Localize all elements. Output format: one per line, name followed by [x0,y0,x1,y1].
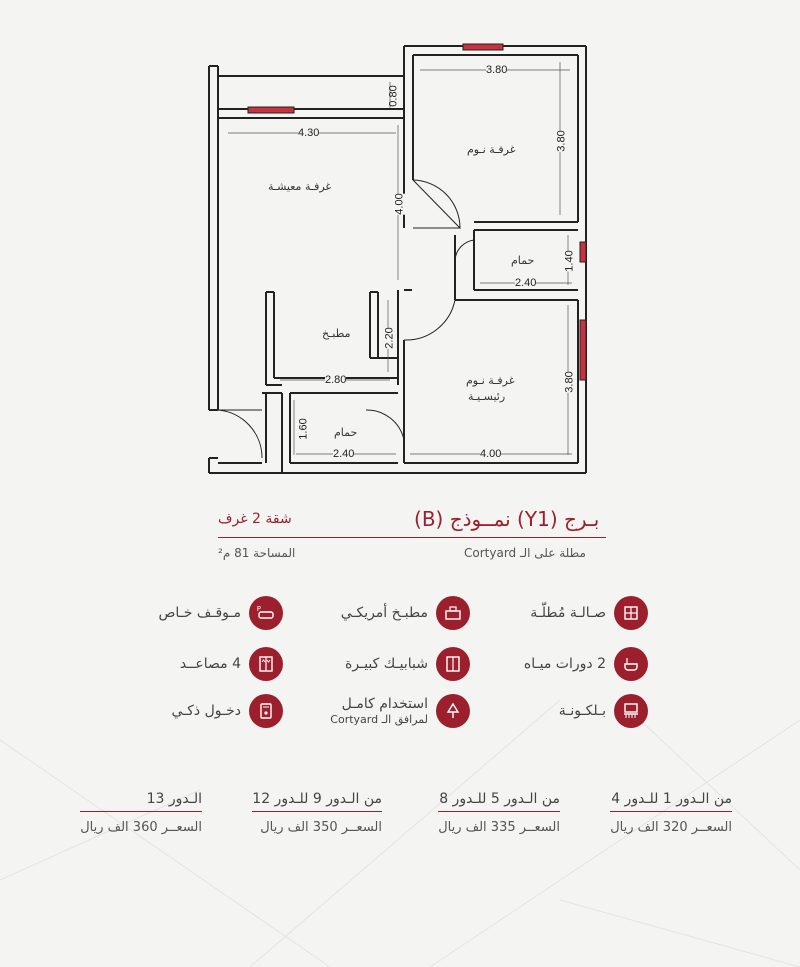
feature-elevators [180,647,283,681]
feature-balcony-label: بـلكـونـة [558,702,606,719]
feature-living-label: صـالـة مُطلّـة [530,604,606,621]
feature-kitchen-label: مطبـخ أمريكـي [340,604,428,621]
floor-tier-3-price: السعــر 350 الف ريال [260,820,382,835]
floor-tier-4-label: الـدور 13 [80,791,202,812]
feature-windows-label: شبابيـك كبيـرة [345,655,428,672]
floor-tier-2-price: السعــر 335 الف ريال [438,820,560,835]
dim-400-vertical: 4.00 [393,193,406,215]
room-living-label: غرفـة معيشـة [268,180,332,193]
dim-160: 1.60 [297,418,310,440]
dim-220: 2.20 [383,327,396,349]
dim-380-top: 3.80 [486,64,508,76]
feature-smart-entry-label: دخـول ذكـي [171,702,241,719]
dim-280: 2.80 [325,374,347,386]
unit-type: شقة 2 غرف [218,511,292,527]
window-icon [436,647,470,681]
area-label: المساحة [253,546,296,560]
feature-elevators-label: 4 مصاعــد [179,655,241,672]
area-text [218,546,295,560]
floor-tier-1-label: من الـدور 1 للـدور 4 [610,791,732,812]
feature-bathrooms-label: 2 دورات ميـاه [523,655,606,672]
floor-tier-1-price: السعــر 320 الف ريال [610,820,732,835]
feature-courtyard-label: استخدام كامـل [341,696,428,712]
parking-icon [249,596,283,630]
area-value: 81 م² [218,546,250,560]
room-bath-bottom-label: حمام [334,426,358,439]
model-title: بـرج (Y1) نمــوذج (B) [414,507,600,531]
svg-text:P: P [256,605,261,613]
dim-380-right: 3.80 [555,130,568,152]
feature-windows [345,647,470,681]
dim-380-right-2: 3.80 [563,371,576,393]
room-bath-top-label: حمام [511,254,535,267]
feature-parking-label: مـوقـف خـاص [158,604,241,621]
floor-tier-1 [610,791,732,835]
floor-tier-4-price: السعــر 360 الف ريال [80,820,202,835]
floor-tier-2 [438,791,560,835]
dim-140: 1.40 [563,250,576,272]
floor-tier-2-label: من الـدور 5 للـدور 8 [438,791,560,812]
floor-tier-3-label: من الـدور 9 للـدور 12 [252,791,382,812]
tree-icon [436,694,470,728]
dim-400-bottom: 4.00 [480,448,502,460]
dim-240-bottom: 2.40 [333,448,355,460]
dim-080: 0.80 [387,85,400,107]
room-kitchen-label: مطبـخ [322,327,351,340]
feature-living [530,596,648,630]
room-master-label-1: غرفـة نـوم [466,374,515,387]
feature-bathrooms [524,647,648,681]
feature-smart-entry [171,694,283,728]
dim-240-top: 2.40 [515,277,537,289]
feature-balcony [559,694,648,728]
bathroom-icon [614,647,648,681]
feature-parking [158,596,283,630]
feature-courtyard [330,694,470,728]
feature-courtyard-text [330,696,428,726]
kitchen-icon [436,596,470,630]
dim-430: 4.30 [298,127,320,139]
elevator-icon [249,647,283,681]
feature-kitchen [341,596,470,630]
living-room-icon [614,596,648,630]
overlooking-text: مطلة على الـ Cortyard [464,546,586,560]
floor-tier-3 [252,791,382,835]
balcony-icon [614,694,648,728]
room-master-label-2: رئيسـيـة [468,390,506,403]
room-bedroom-label: غرفـة نـوم [467,143,516,156]
title-divider [218,537,606,538]
smart-lock-icon [249,694,283,728]
floor-tier-4 [80,791,202,835]
feature-courtyard-sub: لمرافق الـ Cortyard [330,712,428,726]
